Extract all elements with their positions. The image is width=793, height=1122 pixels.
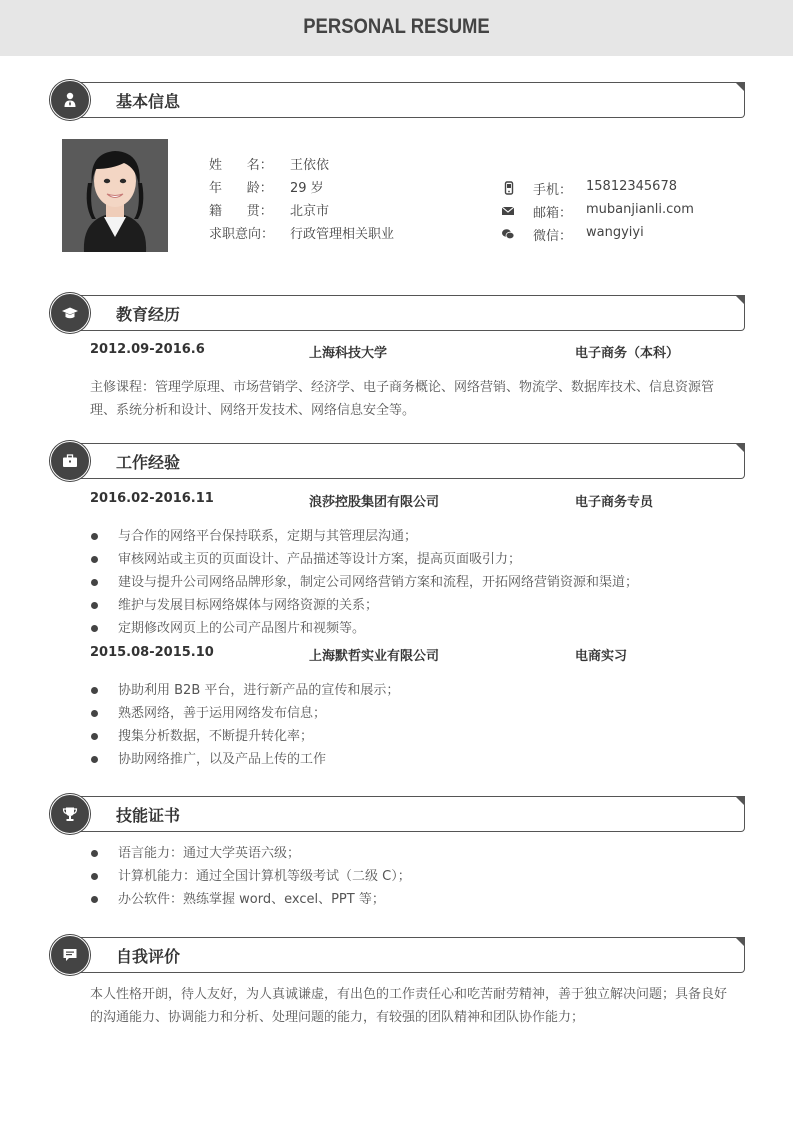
work-period: 2016.02-2016.11 (90, 491, 214, 506)
origin-value: 北京市 (290, 204, 330, 219)
phone-value: 15812345678 (586, 179, 677, 194)
mail-icon (501, 204, 515, 218)
education-courses: 主修课程：管理学原理、市场营销学、经济学、电子商务概论、网络营销、物流学、数据库技术、信息资源管理、系统分析和设计、网络开发技术、网络信息安全等。 (90, 380, 715, 418)
work-company: 浪莎控股集团有限公司 (309, 495, 440, 510)
header-bar (0, 0, 793, 56)
work-role: 电商实习 (575, 649, 628, 664)
section-education (50, 293, 746, 333)
work-company: 上海默哲实业有限公司 (309, 649, 440, 664)
self-evaluation-text: 本人性格开朗，待人友好，为人真诚谦虚，有出色的工作责任心和吃苦耐劳精神，善于独立解决问题；具备良好的沟通能力、协调能力和分析、处理问题的能力，有较强的团队精神和团队协作能力； (90, 987, 728, 1025)
briefcase-icon (50, 441, 90, 481)
section-work (50, 441, 746, 481)
profile-photo (62, 139, 168, 252)
list-item: 维护与发展目标网络媒体与网络资源的关系； (90, 594, 740, 617)
wechat-icon (501, 227, 515, 241)
list-item: 熟悉网络，善于运用网络发布信息； (90, 702, 740, 725)
wechat-value: wangyiyi (586, 225, 644, 240)
age-label: 年 龄： (209, 181, 273, 196)
age-value: 29 岁 (290, 181, 324, 196)
work-period: 2015.08-2015.10 (90, 645, 214, 660)
section-title: 技能证书 (116, 806, 181, 825)
work-row-1 (90, 491, 730, 509)
list-item: 协助利用 B2B 平台，进行新产品的宣传和展示； (90, 679, 740, 702)
work-role: 电子商务专员 (575, 495, 654, 510)
skills-list (90, 842, 740, 911)
phone-icon (502, 181, 516, 195)
section-skills (50, 794, 746, 834)
comment-icon (50, 935, 90, 975)
section-title: 基本信息 (116, 92, 181, 111)
section-title: 教育经历 (116, 305, 181, 324)
graduation-cap-icon (50, 293, 90, 333)
list-item: 协助网络推广，以及产品上传的工作 (90, 748, 740, 771)
list-item: 语言能力：通过大学英语六级； (90, 842, 740, 865)
work-duties-1 (90, 525, 740, 640)
email-label: 邮箱： (533, 206, 573, 221)
section-title: 自我评价 (116, 947, 181, 966)
section-basic-info (50, 80, 746, 120)
resume-title: PERSONAL RESUME (303, 15, 490, 38)
name-label: 姓 名： (209, 158, 273, 173)
list-item: 审核网站或主页的页面设计、产品描述等设计方案，提高页面吸引力； (90, 548, 740, 571)
trophy-icon (50, 794, 90, 834)
education-school: 上海科技大学 (309, 346, 388, 361)
list-item: 搜集分析数据，不断提升转化率； (90, 725, 740, 748)
list-item: 建设与提升公司网络品牌形象，制定公司网络营销方案和流程，开拓网络营销资源和渠道； (90, 571, 740, 594)
person-icon (50, 80, 90, 120)
list-item: 计算机能力：通过全国计算机等级考试（二级 C）； (90, 865, 740, 888)
contact-list (533, 179, 733, 249)
intent-value: 行政管理相关职业 (290, 227, 395, 242)
education-row (90, 342, 730, 360)
list-item: 与合作的网络平台保持联系，定期与其管理层沟通； (90, 525, 740, 548)
name-value: 王依依 (290, 158, 330, 173)
wechat-label: 微信： (533, 229, 573, 244)
basic-info-list (209, 154, 469, 244)
section-title: 工作经验 (116, 453, 181, 472)
work-duties-2 (90, 679, 740, 771)
education-period: 2012.09-2016.6 (90, 342, 205, 357)
section-self-evaluation (50, 935, 746, 975)
work-row-2 (90, 645, 730, 663)
phone-label: 手机： (533, 183, 573, 198)
intent-label: 求职意向： (209, 227, 275, 242)
list-item: 定期修改网页上的公司产品图片和视频等。 (90, 617, 740, 640)
origin-label: 籍 贯： (209, 204, 273, 219)
email-value: mubanjianli.com (586, 202, 694, 217)
list-item: 办公软件：熟练掌握 word、excel、PPT 等； (90, 888, 740, 911)
education-major: 电子商务（本科） (575, 346, 680, 361)
